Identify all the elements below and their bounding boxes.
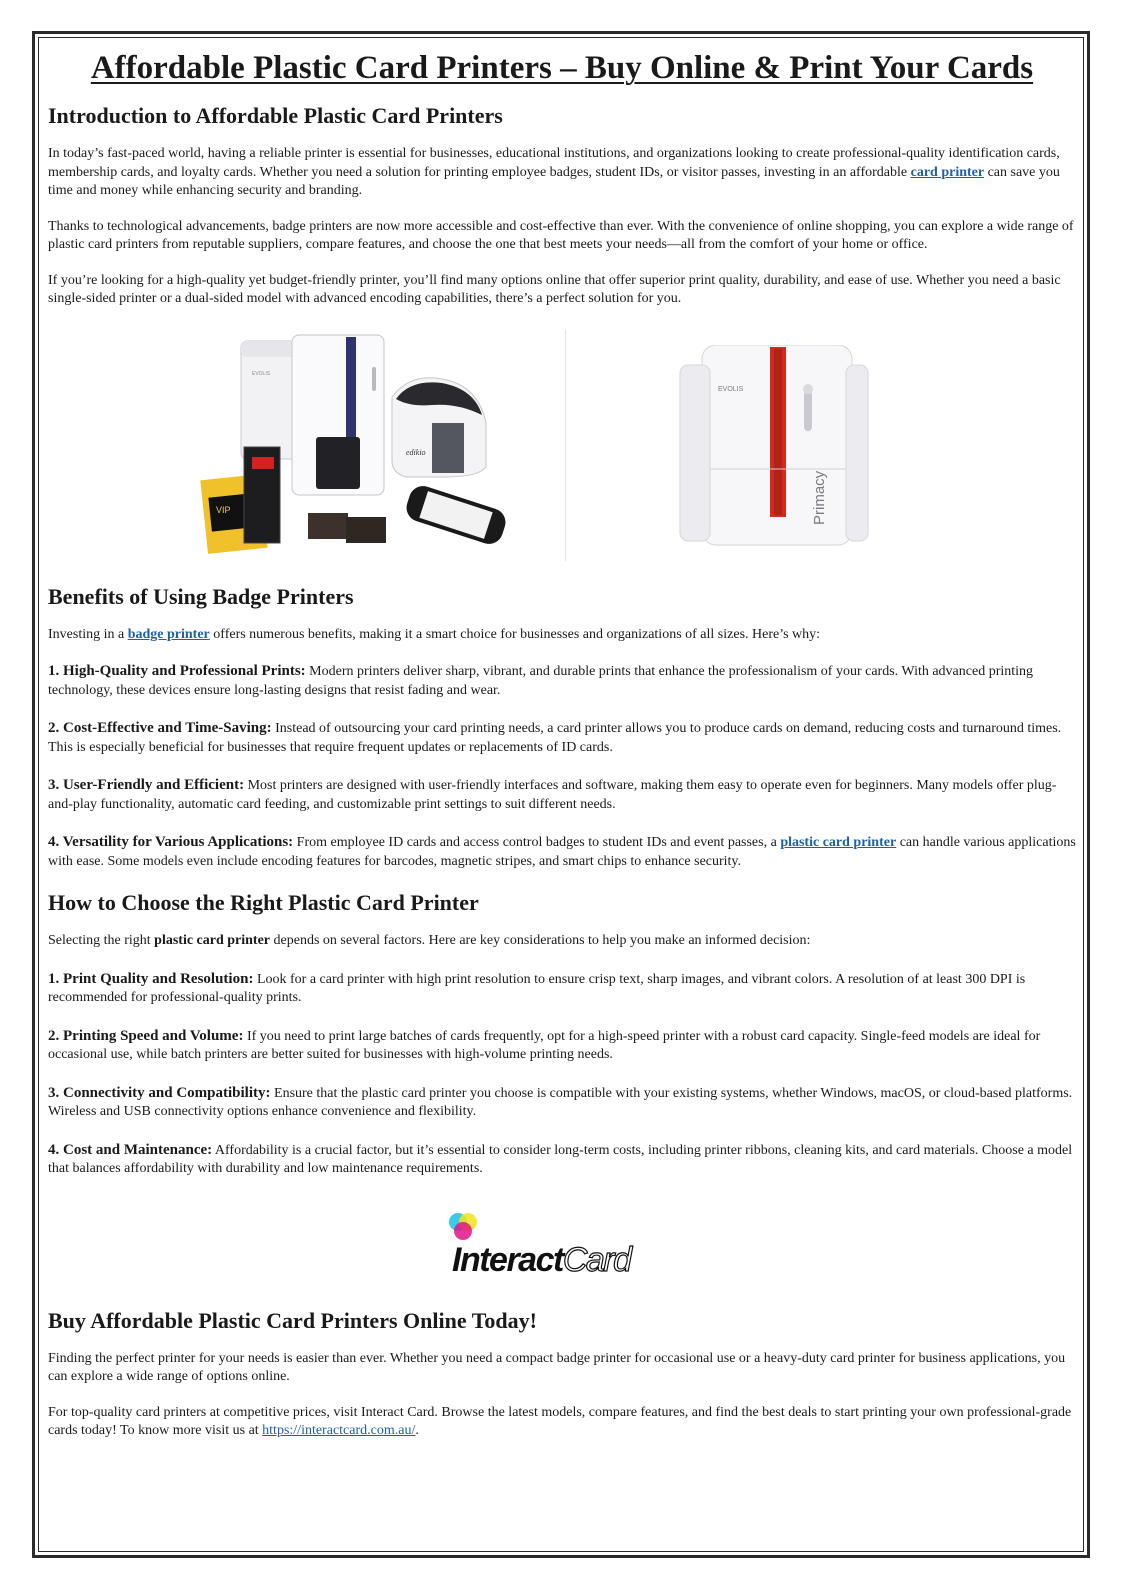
- intro-paragraph-1: [48, 145, 1076, 201]
- benefit-item-1-lead: 1. High-Quality and Professional Prints:: [48, 663, 306, 679]
- evolis-primacy-printer-image: [670, 345, 870, 555]
- benefits-intro-text-b: offers numerous benefits, making it a smart choice for businesses and organizations of all sizes. Here’s why:: [209, 626, 821, 642]
- evolis-label-right: EVOLIS: [718, 385, 744, 393]
- interactcard-website-link[interactable]: https://interactcard.com.au/: [262, 1423, 416, 1438]
- benefit-item-4-lead: 4. Versatility for Various Applications:: [48, 834, 294, 850]
- benefit-item-2: [48, 719, 1076, 757]
- choose-item-2-lead: 2. Printing Speed and Volume:: [48, 1027, 244, 1044]
- choose-item-2-text: If you need to print large batches of cards frequently, opt for a high-speed printer with a robust card capacity. Single-feed models are ideal for occasional use, while batch printers are better suited for businesses with high-volume printing needs.: [48, 1028, 1041, 1062]
- buy-paragraph-1: Finding the perfect printer for your needs is easier than ever. Whether you need a compact badge printer for occasional use or a heavy-duty card printer for business applications, you can explore a wide range of options online.: [48, 1350, 1066, 1384]
- benefits-intro: [48, 626, 1076, 645]
- benefit-item-1-text: Modern printers deliver sharp, vibrant, and durable prints that enhance the professionalism of your cards. With advanced printing technology, these devices ensure long-lasting designs that resist fading and wear.: [48, 664, 1034, 698]
- primacy-label: Primacy: [811, 470, 828, 525]
- choose-item-3: [48, 1084, 1076, 1122]
- choose-intro-text-a: Selecting the right: [48, 933, 155, 948]
- interact-card-logo-icon: [444, 1209, 484, 1245]
- vip-card-label: VIP: [216, 504, 231, 515]
- choose-item-4-text: Affordability is a crucial factor, but it’s essential to consider long-term costs, including printer ribbons, cleaning kits, and card materials. Choose a model that balances affordability with durability and low maintenance requirements.: [48, 1142, 1073, 1176]
- intro-p1-text-a: In today’s fast-paced world, having a reliable printer is essential for businesses, educational institutions, and organizations looking to create professional-quality identification cards, membership cards, and loyalty cards. Whether you need a solution for printing employee badges, student IDs, or visitor passes, investing in an affordable: [48, 146, 1060, 180]
- choose-intro: [48, 932, 1076, 951]
- image-divider: [565, 329, 566, 561]
- choose-heading: How to Choose the Right Plastic Card Printer: [48, 890, 479, 915]
- buy-paragraph-2: [48, 1404, 1076, 1441]
- choose-intro-bold: plastic card printer: [154, 933, 271, 948]
- choose-item-4: [48, 1141, 1076, 1179]
- benefit-item-3-lead: 3. User-Friendly and Efficient:: [48, 777, 245, 793]
- choose-item-4-lead: 4. Cost and Maintenance:: [48, 1141, 213, 1158]
- intro-heading: Introduction to Affordable Plastic Card Printers: [48, 103, 503, 128]
- interact-card-logo-text: [452, 1241, 631, 1280]
- benefit-item-4-text-b: can handle various applications with ease. Some models even include encoding features for barcodes, magnetic stripes, and smart chips to enhance security.: [48, 835, 1076, 869]
- edikio-printer-label: edikio: [406, 447, 426, 457]
- intro-paragraph-2: Thanks to technological advancements, badge printers are now more accessible and cost-effective than ever. With the convenience of online shopping, you can explore a wide range of plastic card printers from reputable suppliers, compare features, and choose the one that best meets your needs—all from the comfort of your home or office.: [48, 218, 1074, 252]
- benefit-item-2-lead: 2. Cost-Effective and Time-Saving:: [48, 720, 272, 736]
- interact-card-logo: [48, 1205, 1076, 1289]
- benefit-item-2-text: Instead of outsourcing your card printing needs, a card printer allows you to produce cards on demand, reducing costs and turnaround times. This is especially beneficial for businesses that require frequent updates or replacements of ID cards.: [48, 721, 1062, 755]
- card-printer-link[interactable]: card printer: [910, 164, 985, 180]
- choose-item-1: [48, 970, 1076, 1008]
- buy-p2-text-b: .: [415, 1423, 419, 1438]
- buy-p2-text-a: For top-quality card printers at competitive prices, visit Interact Card. Browse the latest models, compare features, and find the best deals to start printing your own professional-grade cards today! To know more visit us at: [48, 1404, 1072, 1438]
- benefits-intro-text-a: Investing in a: [48, 626, 128, 642]
- evolis-label: EVOLIS: [252, 370, 271, 377]
- product-images: [48, 327, 1076, 563]
- benefit-item-1: [48, 662, 1076, 700]
- choose-item-1-lead: 1. Print Quality and Resolution:: [48, 970, 254, 987]
- choose-item-3-text: Ensure that the plastic card printer you choose is compatible with your existing systems, whether Windows, macOS, or cloud-based platforms. Wireless and USB connectivity options enhance convenience and flexibility.: [48, 1085, 1073, 1119]
- benefit-item-4-text-a: From employee ID cards and access control badges to student IDs and event passes, a: [293, 835, 781, 850]
- page-title: Affordable Plastic Card Printers – Buy Online & Print Your Cards: [90, 50, 1034, 86]
- buy-heading: Buy Affordable Plastic Card Printers Online Today!: [48, 1307, 537, 1333]
- plastic-card-printer-link[interactable]: plastic card printer: [780, 835, 897, 850]
- evolis-edikio-printer-bundle-image: [196, 327, 540, 563]
- choose-item-3-lead: 3. Connectivity and Compatibility:: [48, 1084, 271, 1101]
- logo-word-interact: Interact: [452, 1240, 563, 1279]
- document-body: [48, 44, 1076, 1441]
- benefit-item-3: [48, 776, 1076, 814]
- intro-paragraph-3: If you’re looking for a high-quality yet budget-friendly printer, you’ll find many options online that offer superior print quality, durability, and ease of use. Whether you need a basic single-sided printer or a dual-sided model with advanced encoding capabilities, there’s a perfect solution for you.: [48, 272, 1061, 306]
- benefits-heading: Benefits of Using Badge Printers: [48, 583, 354, 609]
- badge-printer-link[interactable]: badge printer: [127, 626, 210, 642]
- benefit-item-4: [48, 833, 1076, 871]
- intro-p1-text-b: can save you time and money while enhancing security and branding.: [48, 164, 1060, 198]
- benefit-item-3-text: Most printers are designed with user-friendly interfaces and software, making them easy to operate even for beginners. Many models offer plug-and-play functionality, automatic card feeding, and customizable print settings to suit different needs.: [48, 778, 1057, 812]
- choose-item-2: [48, 1027, 1076, 1065]
- choose-intro-text-b: depends on several factors. Here are key considerations to help you make an informed decision:: [270, 933, 811, 948]
- logo-word-card: Card: [562, 1240, 631, 1279]
- choose-item-1-text: Look for a card printer with high print resolution to ensure crisp text, sharp images, and vibrant colors. A resolution of at least 300 DPI is recommended for professional-quality prints.: [48, 971, 1026, 1005]
